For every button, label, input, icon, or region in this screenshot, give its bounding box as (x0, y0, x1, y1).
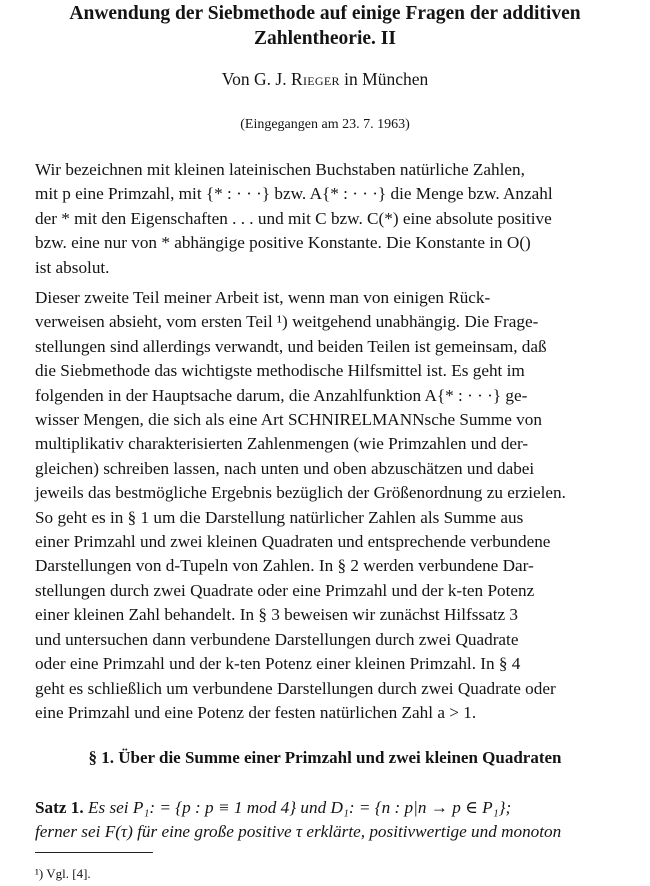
paragraph-line: eine Primzahl und eine Potenz der festen natürlichen Zahl a > 1. (35, 702, 477, 722)
paragraph-line: der * mit den Eigenschaften . . . und mit C bzw. C(*) eine absolute positive (35, 208, 552, 228)
title-line-2: Zahlentheorie. II (254, 28, 396, 49)
paragraph-line: einer Primzahl und zwei kleinen Quadraten und entsprechende verbundene (35, 532, 551, 552)
paragraph-line: und untersuchen dann verbundene Darstellungen durch zwei Quadrate (35, 629, 519, 649)
footnote-rule (35, 852, 153, 853)
paragraph-line: einer kleinen Zahl behandelt. In § 3 beweisen wir zunächst Hilfssatz 3 (35, 605, 518, 625)
footnote: ¹) Vgl. [4]. (35, 866, 91, 881)
paragraph-line: stellungen sind allerdings verwandt, und beiden Teilen ist gemeinsam, daß (35, 336, 547, 356)
paragraph-line: folgenden in der Hauptsache darum, die Anzahlfunktion A{* : · · ·} ge- (35, 385, 528, 405)
paragraph-line: verweisen absieht, vom ersten Teil ¹) weitgehend unabhängig. Die Frage- (35, 312, 539, 332)
theorem-satz-1 (35, 796, 647, 845)
author-prefix: Von G. J. (221, 69, 287, 89)
author-name: Rieger (290, 69, 340, 89)
theorem-line-1 (35, 796, 647, 820)
paragraph-line: Wir bezeichnen mit kleinen lateinischen Buchstaben natürliche Zahlen, (35, 160, 525, 179)
section-heading: § 1. Über die Summe einer Primzahl und zwei kleinen Quadraten (88, 748, 562, 767)
paragraph-line: die Siebmethode das wichtigste methodische Hilfsmittel ist. Es geht im (35, 361, 525, 381)
paragraph-line: gleichen) schreiben lassen, nach unten und oben abzuschätzen und dabei (35, 458, 535, 478)
author-suffix: in München (344, 69, 429, 89)
title-line-1: Anwendung der Siebmethode auf einige Fragen der additiven (69, 3, 581, 24)
received-date: (Eingegangen am 23. 7. 1963) (240, 117, 410, 132)
paragraph-line: So geht es in § 1 um die Darstellung natürlicher Zahlen als Summe aus (35, 507, 524, 527)
paragraph-line: oder eine Primzahl und der k-ten Potenz einer kleinen Primzahl. In § 4 (35, 654, 521, 674)
paragraph-line: multiplikativ charakterisierten Zahlenmengen (wie Primzahlen und der- (35, 434, 529, 454)
paragraph-line: bzw. eine nur von * abhängige positive Konstante. Die Konstante in O() (35, 233, 531, 253)
paragraph-line: ist absolut. (35, 257, 110, 277)
theorem-text-1: Es sei P₁: = {p : p ≡ 1 mod 4} und D₁: = {n : p|n → p ∈ P₁}; (88, 798, 512, 817)
paragraph-1 (35, 158, 647, 280)
paragraph-line: jeweils das bestmögliche Ergebnis bezüglich der Größenordnung zu erzielen. (35, 483, 566, 503)
paragraph-line: Darstellungen von d-Tupeln von Zahlen. In § 2 werden verbundene Dar- (35, 556, 534, 576)
paragraph-line: mit p eine Primzahl, mit {* : · · ·} bzw. A{* : · · ·} die Menge bzw. Anzahl (35, 184, 553, 204)
paragraph-line: stellungen durch zwei Quadrate oder eine Primzahl und der k-ten Potenz (35, 580, 535, 600)
author-line (0, 69, 650, 90)
theorem-label: Satz 1. (35, 798, 84, 817)
paragraph-line: geht es schließlich um verbundene Darstellungen durch zwei Quadrate oder (35, 678, 556, 698)
paragraph-line: Dieser zweite Teil meiner Arbeit ist, wenn man von einigen Rück- (35, 288, 491, 307)
paragraph-line: wisser Mengen, die sich als eine Art SCHNIRELMANNsche Summe von (35, 410, 542, 430)
theorem-text-2: ferner sei F(τ) für eine große positive τ erklärte, positivwertige und monoton (35, 822, 562, 842)
theorem-line-2 (35, 820, 647, 844)
paragraph-2 (35, 286, 647, 725)
